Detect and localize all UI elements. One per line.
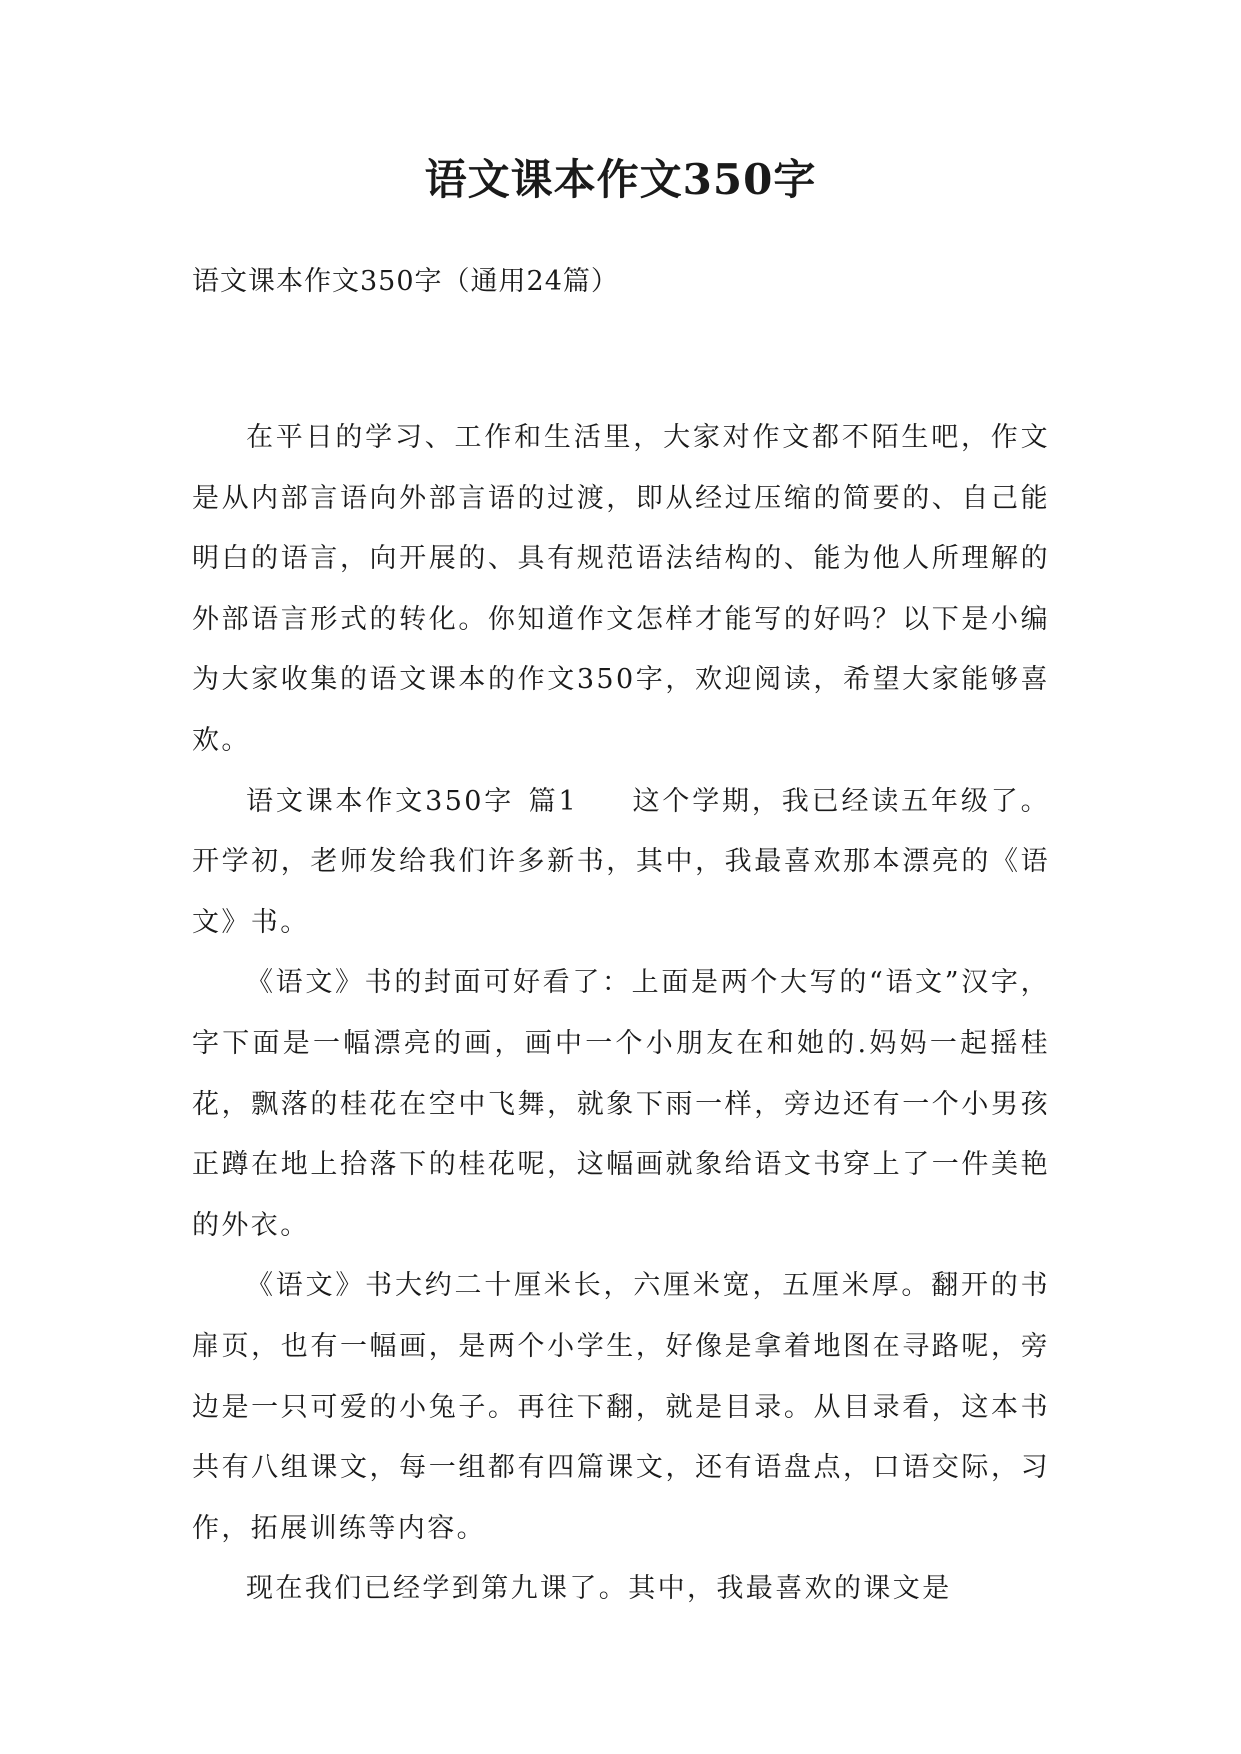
paragraph-3: 《语文》书大约二十厘米长，六厘米宽，五厘米厚。翻开的书扉页，也有一幅画，是两个小学生，好像是拿着地图在寻路呢，旁边是一只可爱的小兔子。再往下翻，就是目录。从目录看，这本书共有八组课文，每一组都有四篇课文，还有语盘点，口语交际，习作，拓展训练等内容。	[192, 1270, 1050, 1544]
section-number: 篇1	[528, 785, 579, 817]
section-heading: 语文课本作文350字	[246, 785, 515, 817]
document-body	[192, 408, 1050, 1620]
paragraph-2: 《语文》书的封面可好看了：上面是两个大写的“语文”汉字，字下面是一幅漂亮的画，画中一个小朋友在和她的.妈妈一起摇桂花，飘落的桂花在空中飞舞，就象下雨一样，旁边还有一个小男孩正蹲在地上拾落下的桂花呢，这幅画就象给语文书穿上了一件美艳的外衣。	[192, 967, 1050, 1241]
section-paragraph-1	[192, 772, 1050, 954]
paragraph-4: 现在我们已经学到第九课了。其中，我最喜欢的课文是	[246, 1573, 952, 1605]
document-title: 语文课本作文350字	[424, 155, 817, 204]
paragraph-text: 这个学期，我已经读五年级了。开学初，老师发给我们许多新书，其中，我最喜欢那本漂亮的《语文》书。	[192, 785, 1050, 938]
intro-paragraph: 在平日的学习、工作和生活里，大家对作文都不陌生吧，作文是从内部言语向外部言语的过渡，即从经过压缩的简要的、自己能明白的语言，向开展的、具有规范语法结构的、能为他人所理解的外部语言形式的转化。你知道作文怎样才能写的好吗？以下是小编为大家收集的语文课本的作文350字，欢迎阅读，希望大家能够喜欢。	[192, 422, 1050, 756]
document-subtitle: 语文课本作文350字（通用24篇）	[192, 266, 619, 297]
